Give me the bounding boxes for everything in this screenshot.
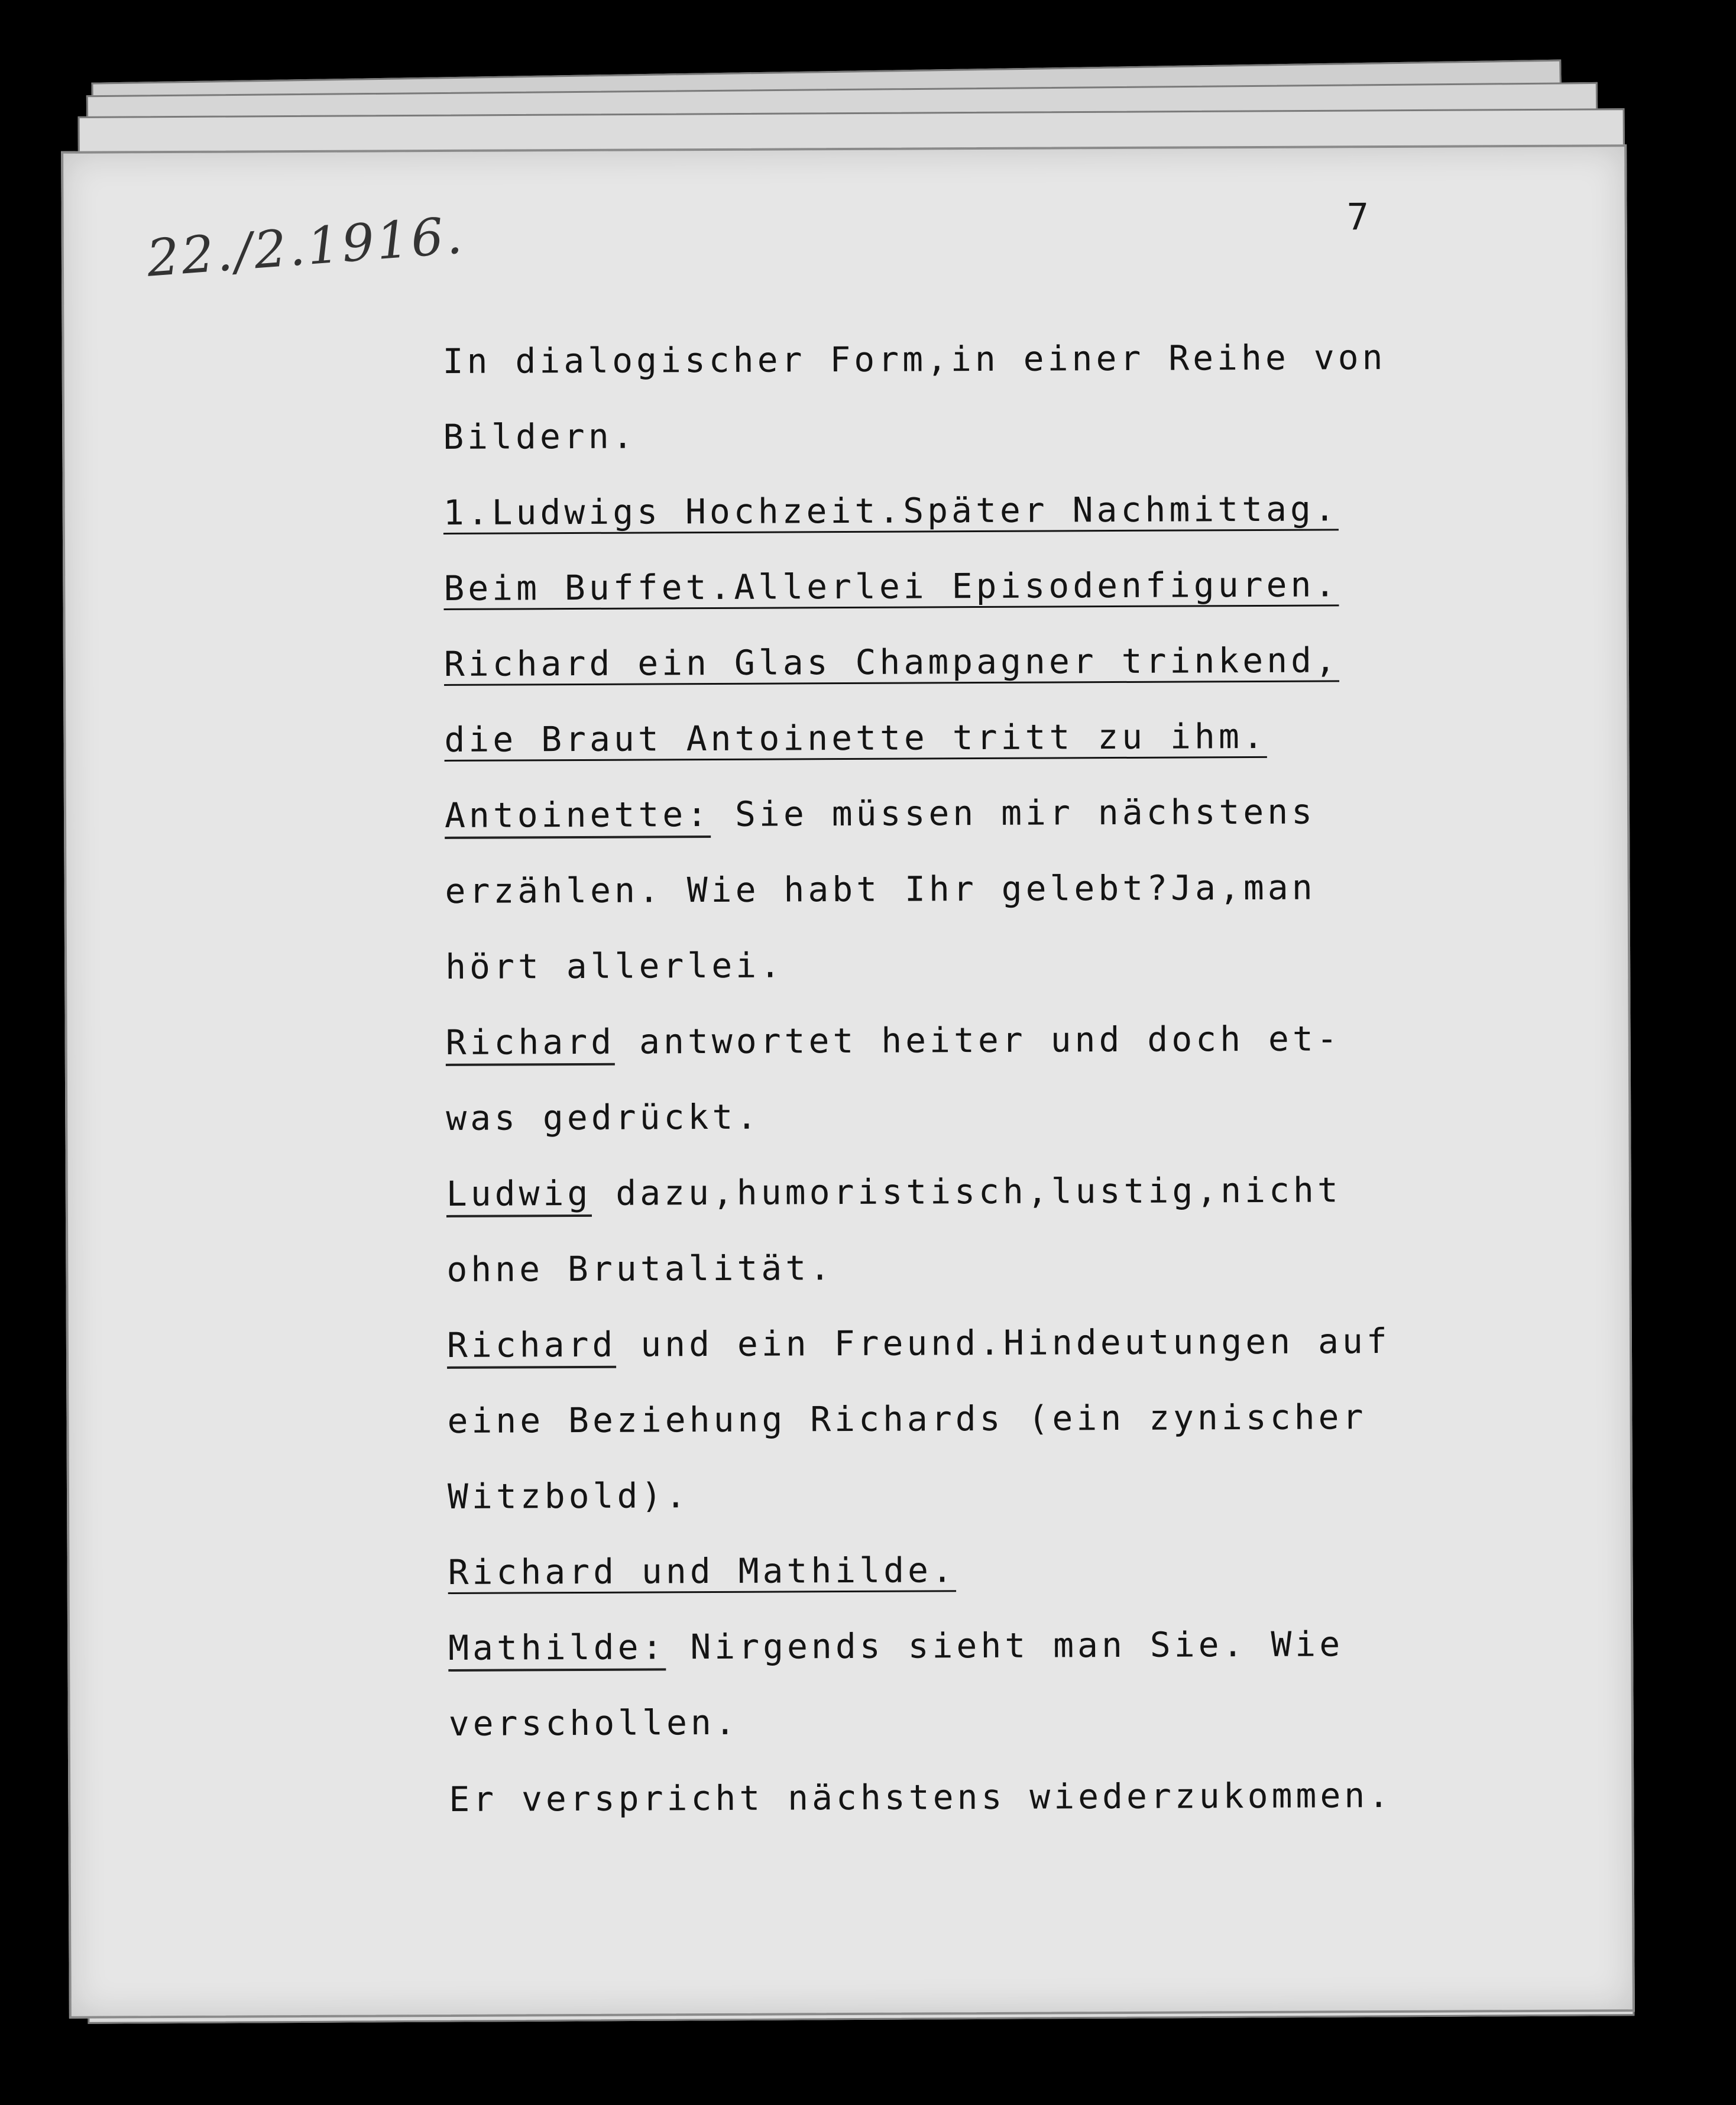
text-line: [444, 697, 1604, 778]
typed-text-block: [442, 318, 1608, 1837]
text-line: [442, 318, 1602, 399]
text-line: [443, 394, 1602, 475]
speaker-name: Richard: [446, 1022, 616, 1066]
text-line: [448, 1529, 1607, 1610]
text-line: [445, 999, 1605, 1080]
speaker-name: Mathilde:: [448, 1627, 666, 1672]
text-line: [447, 1378, 1607, 1459]
line-text: Richard ein Glas Champagner trinkend,: [443, 640, 1340, 684]
text-line: [449, 1756, 1608, 1837]
line-text: 1.Ludwigs Hochzeit.Später Nachmittag.: [443, 488, 1339, 533]
line-text: Beim Buffet.Allerlei Episodenfiguren.: [443, 564, 1339, 608]
text-line: [448, 1680, 1608, 1761]
text-line: [445, 848, 1604, 929]
line-text: Bildern.: [443, 416, 637, 457]
text-line: [445, 772, 1604, 853]
text-line: [447, 1302, 1607, 1383]
text-line: [443, 469, 1603, 550]
speaker-name: Ludwig: [446, 1173, 592, 1217]
text-line: [443, 545, 1603, 626]
text-line: [446, 1226, 1606, 1307]
speaker-name: Antoinette:: [445, 794, 711, 839]
handwritten-date: 22./2.1916.: [144, 206, 467, 289]
line-text: hört allerlei.: [445, 945, 785, 987]
text-line: [446, 1075, 1605, 1156]
line-text: verschollen.: [448, 1702, 739, 1744]
line-text: was gedrückt.: [446, 1096, 761, 1138]
typescript-page: [61, 144, 1635, 2019]
line-text: antwortet heiter und doch et-: [614, 1018, 1341, 1062]
line-text: dazu,humoristisch,lustig,nicht: [591, 1170, 1342, 1213]
text-line: [448, 1605, 1608, 1686]
line-text: eine Beziehung Richards (ein zynischer: [447, 1397, 1367, 1441]
speaker-name: Richard: [447, 1324, 617, 1369]
line-text: In dialogischer Form,in einer Reihe von: [442, 337, 1387, 381]
line-text: und ein Freund.Hindeutungen auf: [616, 1321, 1391, 1365]
page-number: 7: [1346, 195, 1369, 239]
line-text: erzählen. Wie habt Ihr gelebt?Ja,man: [445, 867, 1316, 911]
line-text: Witzbold).: [447, 1475, 690, 1517]
line-text: ohne Brutalität.: [446, 1248, 834, 1290]
text-line: [444, 621, 1604, 702]
line-text: Richard und Mathilde.: [448, 1550, 957, 1592]
line-text: Er verspricht nächstens wiederzukommen.: [449, 1774, 1393, 1819]
line-text: Nirgends sieht man Sie. Wie: [666, 1624, 1344, 1667]
text-line: [445, 924, 1605, 1005]
text-line: [446, 1151, 1606, 1232]
line-text: Sie müssen mir nächstens: [710, 791, 1316, 835]
text-line: [448, 1453, 1607, 1534]
line-text: die Braut Antoinette tritt zu ihm.: [444, 715, 1267, 760]
